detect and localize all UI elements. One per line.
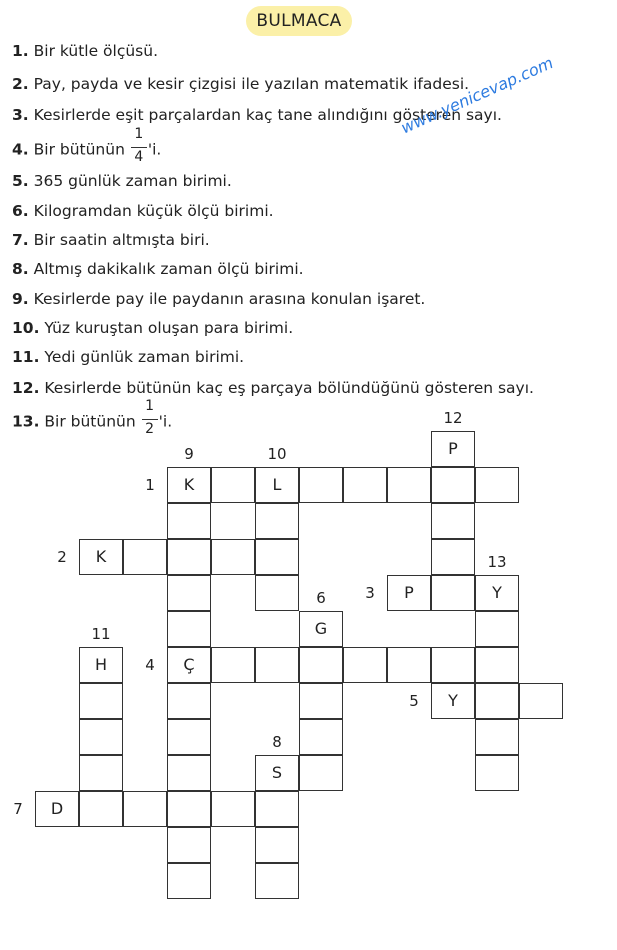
crossword-cell[interactable]: H: [79, 647, 123, 683]
crossword-cell[interactable]: [299, 467, 343, 503]
crossword-cell[interactable]: [431, 647, 475, 683]
crossword-cell[interactable]: [299, 683, 343, 719]
clue-number-label: 6: [316, 589, 326, 607]
crossword-cell[interactable]: P: [431, 431, 475, 467]
crossword-cell[interactable]: [255, 539, 299, 575]
clue-number-label: 11: [91, 625, 111, 643]
crossword-cell[interactable]: [431, 539, 475, 575]
clue-number-label: 10: [267, 445, 287, 463]
clue-number-label: 4: [145, 656, 155, 674]
crossword-cell[interactable]: [387, 467, 431, 503]
clue-11: 11. Yedi günlük zaman birimi.: [12, 348, 245, 366]
clue-2: 2. Pay, payda ve kesir çizgisi ile yazılan matematik ifadesi.: [12, 75, 470, 93]
clue-3: 3. Kesirlerde eşit parçalardan kaç tane alındığını gösteren sayı.: [12, 106, 502, 124]
clue-number-label: 5: [409, 692, 419, 710]
crossword-cell[interactable]: [255, 791, 299, 827]
crossword-cell[interactable]: [79, 791, 123, 827]
clue-number-label: 12: [443, 409, 463, 427]
crossword-cell[interactable]: [211, 539, 255, 575]
clue-10: 10. Yüz kuruştan oluşan para birimi.: [12, 319, 294, 337]
clue-number-label: 3: [365, 584, 375, 602]
crossword-cell[interactable]: [299, 755, 343, 791]
clue-number-label: 13: [487, 553, 507, 571]
crossword-cell[interactable]: Y: [475, 575, 519, 611]
clue-number-label: 1: [145, 476, 155, 494]
crossword-cell[interactable]: [475, 755, 519, 791]
crossword-cell[interactable]: [167, 683, 211, 719]
crossword-cell[interactable]: [431, 467, 475, 503]
crossword-cell[interactable]: [167, 575, 211, 611]
crossword-cell[interactable]: [79, 683, 123, 719]
clue-12: 12. Kesirlerde bütünün kaç eş parçaya bölündüğünü gösteren sayı.: [12, 379, 534, 397]
crossword-cell[interactable]: S: [255, 755, 299, 791]
crossword-cell[interactable]: L: [255, 467, 299, 503]
crossword-cell[interactable]: [255, 863, 299, 899]
clue-6: 6. Kilogramdan küçük ölçü birimi.: [12, 202, 274, 220]
crossword-cell[interactable]: [431, 503, 475, 539]
crossword-cell[interactable]: [255, 503, 299, 539]
crossword-cell[interactable]: [211, 467, 255, 503]
fraction: $\frac{1}{4}$: [130, 140, 148, 160]
clue-1: 1. Bir kütle ölçüsü.: [12, 42, 158, 60]
crossword-cell[interactable]: [299, 719, 343, 755]
crossword-cell[interactable]: [79, 755, 123, 791]
crossword-cell[interactable]: [167, 719, 211, 755]
crossword-cell[interactable]: [387, 647, 431, 683]
crossword-cell[interactable]: [343, 647, 387, 683]
crossword-cell[interactable]: [167, 539, 211, 575]
crossword-cell[interactable]: [211, 647, 255, 683]
clue-13: 13. Bir bütünün $\frac{1}{2}$ 'i.: [12, 398, 173, 437]
crossword-cell[interactable]: P: [387, 575, 431, 611]
crossword-cell[interactable]: [167, 755, 211, 791]
clue-5: 5. 365 günlük zaman birimi.: [12, 172, 232, 190]
crossword-cell[interactable]: [167, 827, 211, 863]
crossword-cell[interactable]: [475, 683, 519, 719]
clue-number-label: 8: [272, 733, 282, 751]
crossword-cell[interactable]: Ç: [167, 647, 211, 683]
crossword-cell[interactable]: [211, 791, 255, 827]
crossword-cell[interactable]: [475, 647, 519, 683]
crossword-cell[interactable]: [167, 791, 211, 827]
crossword-cell[interactable]: [475, 611, 519, 647]
crossword-cell[interactable]: [475, 719, 519, 755]
crossword-cell[interactable]: [167, 503, 211, 539]
crossword-cell[interactable]: [255, 827, 299, 863]
crossword-cell[interactable]: G: [299, 611, 343, 647]
page-title: BULMACA: [246, 6, 352, 36]
clue-7: 7. Bir saatin altmışta biri.: [12, 231, 210, 249]
crossword-cell[interactable]: K: [79, 539, 123, 575]
crossword-cell[interactable]: [475, 467, 519, 503]
crossword-cell[interactable]: [255, 647, 299, 683]
crossword-cell[interactable]: D: [35, 791, 79, 827]
crossword-cell[interactable]: [431, 575, 475, 611]
crossword-cell[interactable]: [255, 575, 299, 611]
crossword-cell[interactable]: [167, 611, 211, 647]
crossword-cell[interactable]: K: [167, 467, 211, 503]
clue-number-label: 9: [184, 445, 194, 463]
crossword-cell[interactable]: Y: [431, 683, 475, 719]
clue-8: 8. Altmış dakikalık zaman ölçü birimi.: [12, 260, 304, 278]
crossword-cell[interactable]: [123, 791, 167, 827]
clue-9: 9. Kesirlerde pay ile paydanın arasına konulan işaret.: [12, 290, 426, 308]
crossword-cell[interactable]: [167, 863, 211, 899]
clue-number-label: 2: [57, 548, 67, 566]
crossword-cell[interactable]: [343, 467, 387, 503]
crossword-cell[interactable]: [519, 683, 563, 719]
fraction: $\frac{1}{2}$: [141, 412, 159, 432]
clue-number-label: 7: [13, 800, 23, 818]
crossword-cell[interactable]: [123, 539, 167, 575]
clue-4: 4. Bir bütünün $\frac{1}{4}$ 'i.: [12, 126, 162, 165]
crossword-cell[interactable]: [79, 719, 123, 755]
watermark: www.yenicevap.com: [398, 53, 557, 138]
crossword-cell[interactable]: [299, 647, 343, 683]
